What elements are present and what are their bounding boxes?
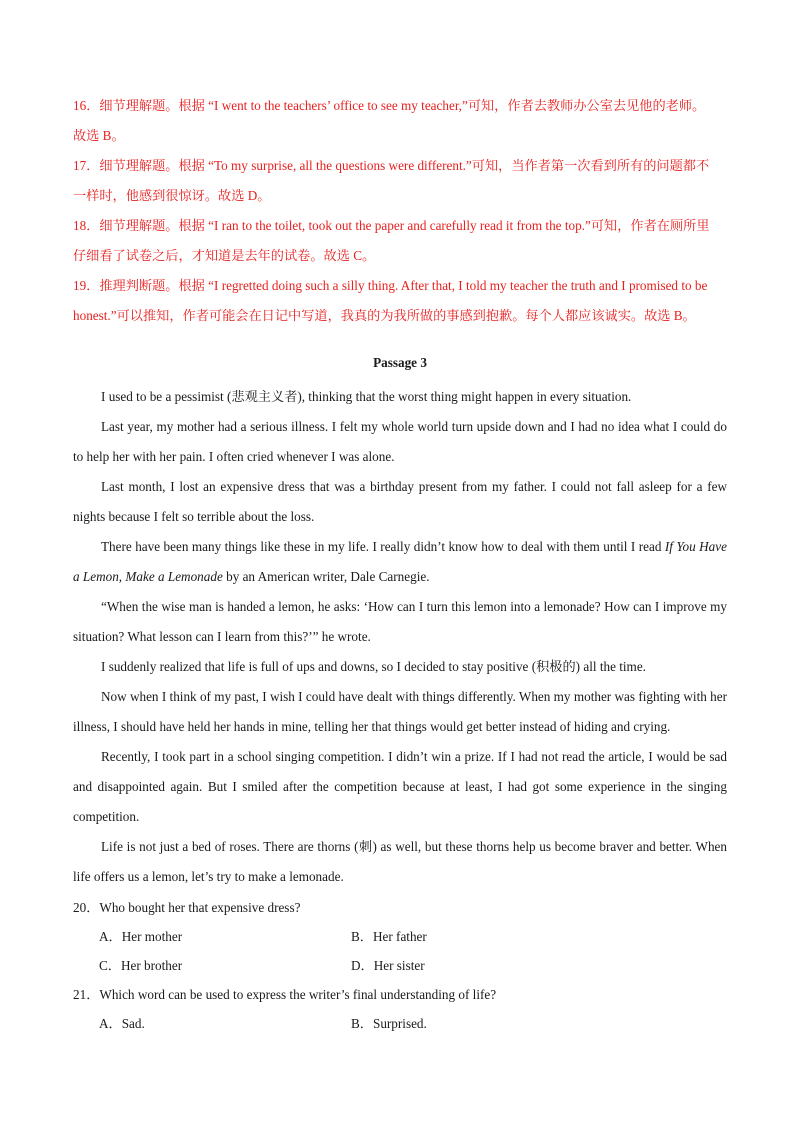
question-20-options-row-1 <box>73 922 733 951</box>
paragraph-6: I suddenly realized that life is full of ups and downs, so I decided to stay positive (积极的) all the time. <box>101 659 646 674</box>
book-title: If You Have a Lemon, Make a Lemonade <box>73 539 727 584</box>
question-21-options-row-1 <box>73 1009 733 1038</box>
questions-section <box>73 893 733 1038</box>
paragraph-9: Life is not just a bed of roses. There are thorns (刺) as well, but these thorns help us become braver and better. When life offers us a lemon, let’s try to make a lemonade. <box>73 839 727 884</box>
passage-body <box>73 382 727 892</box>
paragraph-4-before: There have been many things like these in my life. I really didn’t know how to deal with them until I read <box>101 539 665 554</box>
paragraph-5: “When the wise man is handed a lemon, he asks: ‘How can I turn this lemon into a lemonade? How can I improve my situation? What lesson can I learn from this?’” he wrote. <box>73 599 727 644</box>
passage-title: Passage 3 <box>373 355 427 370</box>
question-21: 21．Which word can be used to express the writer’s final understanding of life? <box>73 987 497 1002</box>
answer-19-line-1: 19．推理判断题。根据 “I regretted doing such a silly thing. After that, I told my teacher the truth and I promised to be <box>73 278 708 293</box>
answer-16-line-1: 16．细节理解题。根据 “I went to the teachers’ office to see my teacher,”可知，作者去教师办公室去见他的老师。 <box>73 98 706 113</box>
paragraph-4-after: by an American writer, Dale Carnegie. <box>222 569 430 584</box>
answer-19-line-2: honest.”可以推知，作者可能会在日记中写道，我真的为我所做的事感到抱歉。每个人都应该诚实。故选 B。 <box>73 308 696 323</box>
paragraph-7: Now when I think of my past, I wish I could have dealt with things differently. When my mother was fighting with her illness, I should have held her hands in mine, telling her that things would get better instead of hiding and crying. <box>73 689 727 734</box>
option-b: B．Surprised. <box>351 1016 427 1031</box>
question-20: 20．Who bought her that expensive dress? <box>73 900 301 915</box>
answer-explanations <box>73 91 733 331</box>
option-c: C．Her brother <box>99 958 183 973</box>
option-d: D．Her sister <box>351 958 425 973</box>
paragraph-2: Last year, my mother had a serious illness. I felt my whole world turn upside down and I had no idea what I could do to help her with her pain. I often cried whenever I was alone. <box>73 419 727 464</box>
paragraph-1: I used to be a pessimist (悲观主义者), thinking that the worst thing might happen in every situation. <box>101 389 632 404</box>
option-a: A．Sad. <box>99 1016 145 1031</box>
answer-16-line-2: 故选 B。 <box>73 128 125 143</box>
question-20-options-row-2 <box>73 951 733 980</box>
paragraph-4 <box>73 532 727 592</box>
paragraph-8: Recently, I took part in a school singing competition. I didn’t win a prize. If I had not read the article, I would be sad and disappointed again. But I smiled after the competition because at least, I had got some experience in the singing competition. <box>73 749 727 824</box>
answer-17-line-2: 一样时，他感到很惊讶。故选 D。 <box>73 188 271 203</box>
answer-18-line-1: 18．细节理解题。根据 “I ran to the toilet, took out the paper and carefully read it from the top.”可知，作者在厕所里 <box>73 218 710 233</box>
option-a: A．Her mother <box>99 929 183 944</box>
answer-18-line-2: 仔细看了试卷之后，才知道是去年的试卷。故选 C。 <box>73 248 376 263</box>
answer-17-line-1: 17．细节理解题。根据 “To my surprise, all the questions were different.”可知，当作者第一次看到所有的问题都不 <box>73 158 710 173</box>
paragraph-3: Last month, I lost an expensive dress that was a birthday present from my father. I could not fall asleep for a few nights because I felt so terrible about the loss. <box>73 479 727 524</box>
option-b: B．Her father <box>351 929 427 944</box>
